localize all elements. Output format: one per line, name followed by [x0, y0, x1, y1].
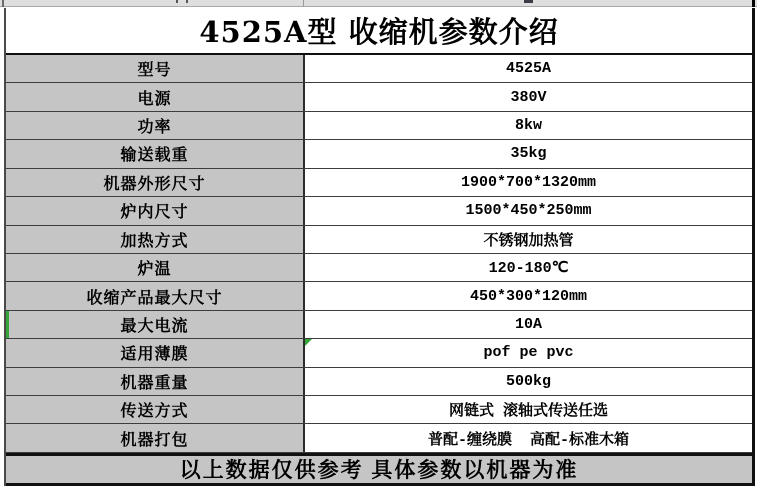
spec-row-heating-method [6, 226, 752, 254]
row-value: 35kg [510, 145, 547, 163]
label-cell[interactable] [6, 55, 305, 82]
label-cell[interactable] [6, 226, 305, 253]
grid-line [2, 0, 4, 7]
row-value: 8kw [514, 117, 542, 135]
label-cell[interactable] [6, 282, 305, 309]
row-value: 500kg [505, 372, 551, 390]
value-cell[interactable] [305, 226, 752, 253]
value-cell[interactable] [305, 282, 752, 309]
row-value: 不锈钢加热管 [483, 232, 574, 250]
row-label: 炉温 [137, 261, 172, 279]
row-label: 型号 [137, 62, 172, 80]
row-label: 功率 [137, 119, 172, 137]
label-cell[interactable] [6, 339, 305, 366]
spec-row-conveyor-load [6, 140, 752, 168]
row-label: 收缩产品最大尺寸 [86, 289, 223, 307]
value-cell[interactable] [305, 169, 752, 196]
label-cell[interactable] [6, 140, 305, 167]
spec-row-power [6, 112, 752, 140]
spec-row-applicable-film [6, 339, 752, 367]
grid-line [186, 0, 188, 3]
spec-row-model [6, 55, 752, 83]
row-label: 机器重量 [120, 374, 189, 392]
spec-table [4, 8, 755, 486]
spec-row-machine-weight [6, 368, 752, 396]
row-value: 1500*450*250mm [465, 202, 592, 220]
grid-line [303, 0, 304, 7]
label-cell[interactable] [6, 83, 305, 110]
value-cell[interactable] [305, 55, 752, 82]
row-value: 10A [514, 316, 542, 333]
value-cell[interactable] [305, 254, 752, 281]
grid-line [752, 0, 755, 7]
row-value: 450*300*120mm [469, 287, 588, 305]
table-title-cell[interactable] [6, 8, 752, 55]
value-cell[interactable] [305, 424, 752, 451]
label-cell[interactable] [6, 396, 305, 423]
spec-row-power-supply [6, 83, 752, 111]
spec-row-oven-inner-dimensions [6, 197, 752, 225]
value-cell[interactable] [305, 197, 752, 224]
spreadsheet-row-remnant [0, 0, 757, 7]
row-label: 电源 [137, 90, 172, 108]
value-cell[interactable] [305, 396, 752, 423]
value-cell[interactable] [305, 140, 752, 167]
value-cell[interactable] [305, 83, 752, 110]
label-cell[interactable] [6, 254, 305, 281]
row-label: 最大电流 [120, 318, 189, 335]
row-value: pof pe pvc [483, 344, 574, 362]
footer-note: 以上数据仅供参考 具体参数以机器为准 [179, 459, 579, 483]
label-cell[interactable] [6, 169, 305, 196]
grid-line [176, 0, 178, 3]
spec-row-max-shrink-product-size [6, 282, 752, 310]
label-cell[interactable] [6, 311, 305, 338]
value-cell[interactable] [305, 368, 752, 395]
row-label: 加热方式 [120, 232, 189, 250]
row-value: 1900*700*1320mm [460, 173, 597, 191]
row-label: 炉内尺寸 [120, 204, 189, 222]
spec-row-machine-dimensions [6, 169, 752, 197]
grid-line [524, 0, 533, 3]
label-cell[interactable] [6, 197, 305, 224]
row-label: 输送载重 [120, 147, 189, 165]
label-cell[interactable] [6, 368, 305, 395]
row-value: 380V [510, 88, 547, 106]
spec-row-max-current [6, 311, 752, 339]
green-selection-edge [6, 311, 9, 338]
spec-row-oven-temperature [6, 254, 752, 282]
row-label: 传送方式 [120, 403, 189, 421]
row-label: 机器外形尺寸 [103, 175, 206, 193]
row-value: 普配-缠绕膜 高配-标准木箱 [427, 431, 629, 449]
spec-row-conveying-type [6, 396, 752, 424]
footer-note-cell[interactable] [6, 453, 752, 486]
cell-flag-icon [305, 339, 312, 346]
row-label: 机器打包 [120, 431, 189, 449]
value-cell[interactable] [305, 311, 752, 338]
spec-row-machine-packing [6, 424, 752, 452]
row-value: 120-180℃ [488, 260, 569, 278]
row-label: 适用薄膜 [120, 346, 189, 364]
page-title: 4525A型 收缩机参数介绍 [199, 15, 559, 49]
label-cell[interactable] [6, 424, 305, 451]
value-cell[interactable] [305, 339, 752, 366]
value-cell[interactable] [305, 112, 752, 139]
label-cell[interactable] [6, 112, 305, 139]
row-value: 4525A [505, 60, 551, 78]
row-value: 网链式 滚轴式传送任选 [448, 403, 608, 421]
